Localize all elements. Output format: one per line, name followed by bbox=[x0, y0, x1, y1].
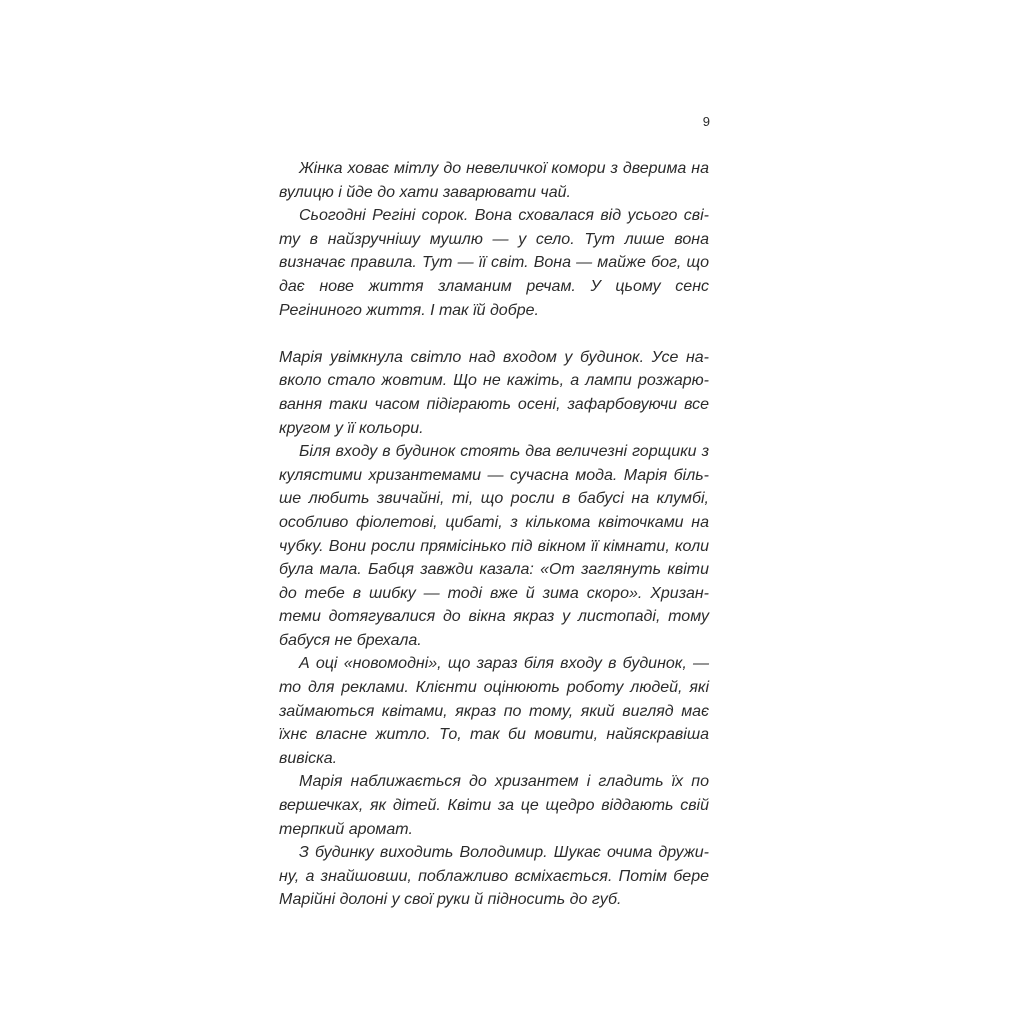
paragraph: З будинку виходить Володимир. Шукає очима дружину, а знайшовши, поблажливо всміхається. Потім бере Марійні долоні у свої руки й підносить до губ. bbox=[279, 844, 709, 909]
paragraph: Марія наближається до хризантем і гладить їх по вершечках, як дітей. Квіти за це щедро віддають свій терпкий аромат. bbox=[279, 773, 709, 838]
text-section-1 bbox=[279, 157, 709, 322]
page-text bbox=[279, 157, 709, 912]
paragraph: Марія увімкнула світло над входом у будинок. Усе навколо стало жовтим. Що не кажіть, а лампи розжарювання таки часом підіграють осені, зафарбовуючи все кругом у її кольори. bbox=[279, 348, 709, 437]
text-section-2 bbox=[279, 346, 709, 912]
paragraph: Біля входу в будинок стоять два величезні горщики з кулястими хризантемами — сучасна мода. Марія більше любить звичайні, ті, що росли в бабусі на клумбі, особливо фіолетові, цибаті, з кількома квіточками на чубку. Вони росли прямісінько під вікном її кімнати, коли була мала. Бабця завжди казала: «От заглянуть квіти до тебе в шибку — тоді вже й зима скоро». Хризантеми дотягувалися до вікна якраз у листопаді, тому бабуся не брехала. bbox=[279, 443, 709, 649]
section-break bbox=[279, 322, 709, 346]
paragraph: Сьогодні Регіні сорок. Вона сховалася від усього світу в найзручнішу мушлю — у село. Тут лише вона визначає правила. Тут — її світ. Вона — майже бог, що дає нове життя зламаним речам. У цьому сенс Регіниного життя. І так їй добре. bbox=[279, 207, 709, 319]
paragraph: А оці «новомодні», що зараз біля входу в будинок, — то для реклами. Клієнти оцінюють роботу людей, які займаються квітами, якраз по тому, який вигляд має їхнє власне житло. То, так би мовити, найяскравіша вивіска. bbox=[279, 655, 709, 767]
page-number: 9 bbox=[702, 114, 710, 129]
paragraph: Жінка ховає мітлу до невеличкої комори з дверима на вулицю і йде до хати заварювати чай. bbox=[279, 160, 709, 201]
